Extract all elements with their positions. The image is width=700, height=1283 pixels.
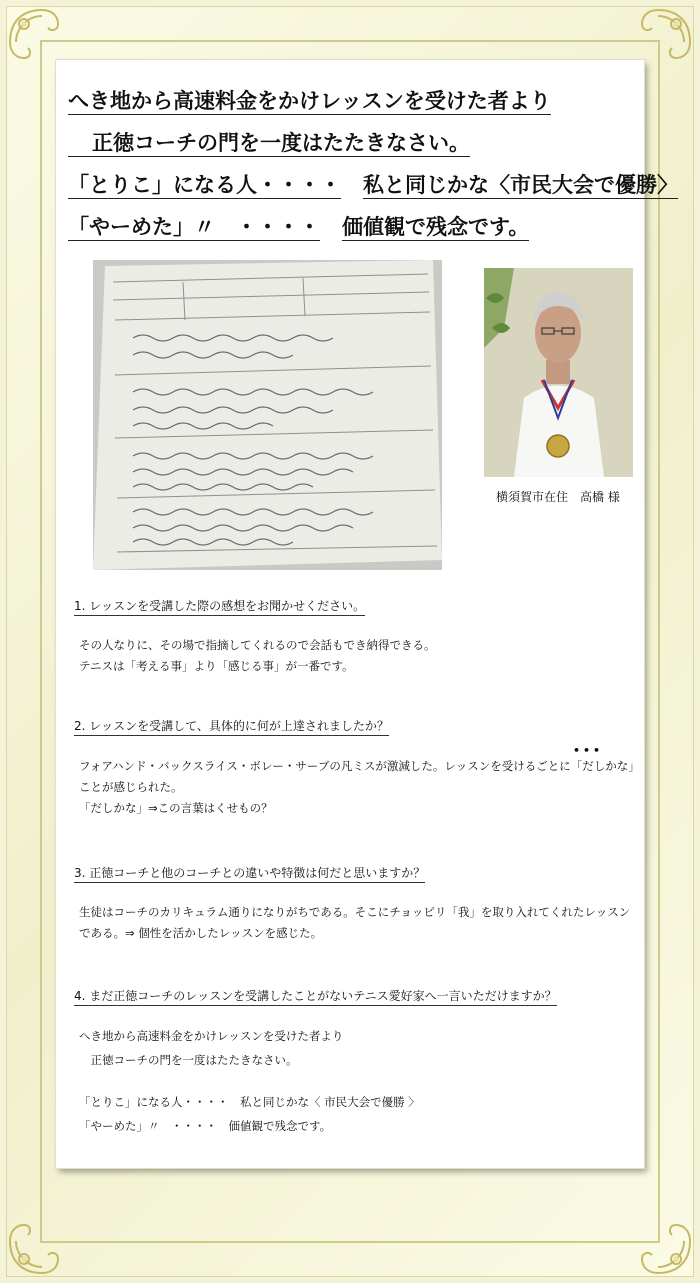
photo-caption: 横須賀市在住 高橋 様 [496,490,620,504]
answer-4-line-5: 「やーめた」〃 ・・・・ 価値観で残念です。 [79,1119,332,1133]
question-3: 3. 正徳コーチと他のコーチとの違いや特徴は何だと思いますか？ [74,864,425,883]
survey-sheet-photo [93,260,442,570]
customer-photo [484,268,633,477]
question-2: 2. レッスンを受講して、具体的に何が上達されましたか？ [74,717,389,736]
headline-3-text-a: 「とりこ」になる人・・・・ [68,173,341,197]
answer-2-line-3: 「だしかな」⇒この言葉はくせもの？ [79,801,273,815]
answer-3-line-2: である。⇒ 個性を活かしたレッスンを感じた。 [79,926,323,940]
corner-ornament-icon [618,1201,698,1281]
headline-2-text: 正徳コーチの門を一度はたたきなさい。 [68,131,470,157]
headline-1-text: へき地から高速料金をかけレッスンを受けた者より [68,89,551,113]
answer-2 [79,756,640,819]
headline-3-text-b: 私と同じかな〈市民大会で優勝〉 [363,173,678,197]
answer-4 [79,1024,420,1138]
answer-4-line-1: へき地から高速料金をかけレッスンを受けた者より [79,1029,344,1043]
corner-ornament-icon [2,1201,82,1281]
headline-4-text-a: 「やーめた」〃 ・・・・ [68,215,320,239]
question-4: 4. まだ正徳コーチのレッスンを受講したことがないテニス愛好家へ一言いただけますか？ [74,987,557,1006]
question-1: 1. レッスンを受講した際の感想をお聞かせください。 [74,597,365,616]
answer-1-line-2: テニスは「考える事」より「感じる事」が一番です。 [79,659,354,673]
headline-1 [68,88,551,114]
answer-1 [79,635,436,677]
answer-3-line-1: 生徒はコーチのカリキュラム通りになりがちである。そこにチョッピリ「我」を取り入れてくれたレッスン [79,905,631,919]
testimonial-card [56,60,678,1168]
answer-1-line-1: その人なりに、その場で指摘してくれるので会話もでき納得できる。 [79,638,436,652]
answer-3 [79,902,630,944]
headline-4-text-b: 価値観で残念です。 [342,215,530,239]
headline-3 [68,172,678,198]
answer-4-line-2: 正徳コーチの門を一度はたたきなさい。 [79,1053,298,1067]
answer-4-spacer [79,1072,420,1090]
answer-2-line-2: ことが感じられた。 [79,780,183,794]
headline-2 [68,130,470,156]
answer-2-line-1: フォアハンド・バックスライス・ボレー・サーブの凡ミスが激減した。レッスンを受けるごとに「だしかな」 [79,759,640,773]
headline-4 [68,214,529,240]
emphasis-dots: ••• [573,744,604,757]
answer-4-line-4: 「とりこ」になる人・・・・ 私と同じかな〈 市民大会で優勝 〉 [79,1095,420,1109]
